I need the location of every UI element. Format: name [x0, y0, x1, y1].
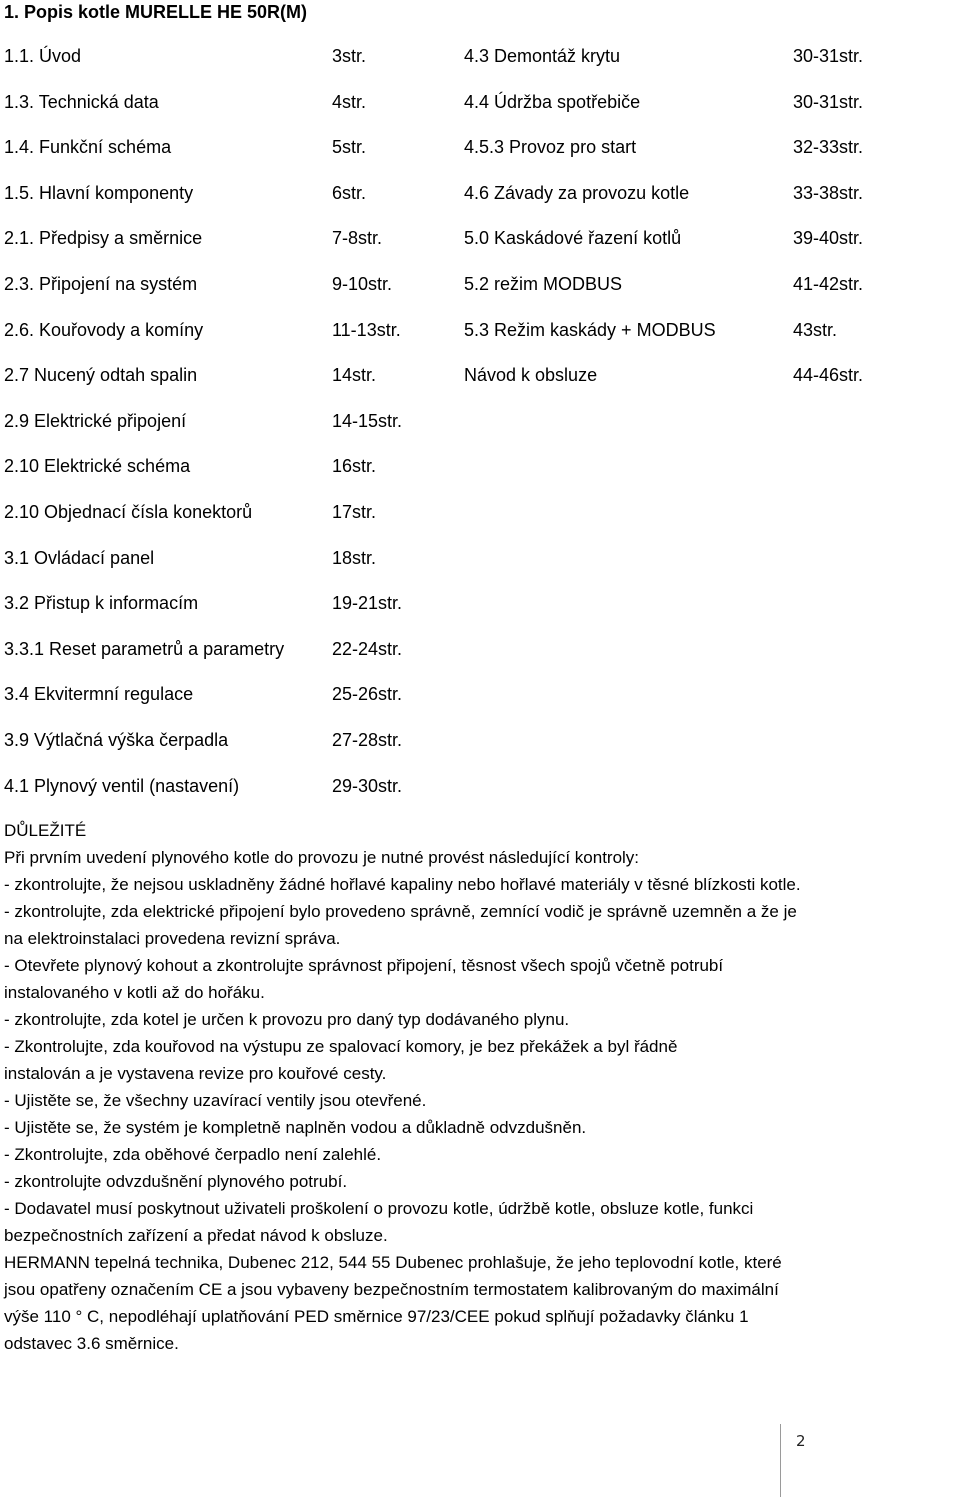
document-title: 1. Popis kotle MURELLE HE 50R(M): [4, 2, 308, 22]
toc-row: [0, 224, 960, 270]
notes-line: bezpečnostních zařízení a předat návod k obsluze.: [4, 1226, 388, 1245]
toc-row: [0, 361, 960, 407]
notes-line: Při prvním uvedení plynového kotle do provozu je nutné provést následující kontroly:: [4, 848, 640, 867]
notes-line: HERMANN tepelná technika, Dubenec 212, 544 55 Dubenec prohlašuje, že jeho teplovodní kotle, které: [4, 1253, 782, 1272]
toc-row: [0, 42, 960, 88]
toc-row: [0, 88, 960, 134]
toc-entry-title: 2.10 Objednací čísla konektorů: [4, 501, 253, 522]
toc-entry-title: 5.3 Režim kaskády + MODBUS: [464, 319, 716, 340]
page-number: 2: [796, 1432, 806, 1450]
toc-entry-title: 4.5.3 Provoz pro start: [464, 137, 637, 158]
toc-entry-page: 16str.: [332, 456, 377, 477]
toc-entry-title: 2.1. Předpisy a směrnice: [4, 228, 203, 249]
table-of-contents: [0, 42, 960, 817]
notes-line: - Zkontrolujte, zda oběhové čerpadlo není zalehlé.: [4, 1145, 382, 1164]
toc-entry-title: 2.9 Elektrické připojení: [4, 410, 187, 431]
notes-line: - Otevřete plynový kohout a zkontrolujte správnost připojení, těsnost všech spojů včetně potrubí: [4, 956, 724, 975]
notes-line: - Zkontrolujte, zda kouřovod na výstupu ze spalovací komory, je bez překážek a byl řádně: [4, 1037, 678, 1056]
toc-entry-page: 29-30str.: [332, 775, 403, 796]
toc-entry-page: 5str.: [332, 137, 367, 158]
toc-entry-title: 2.7 Nucený odtah spalin: [4, 365, 198, 386]
toc-row: [0, 498, 960, 544]
toc-entry-page: 44-46str.: [793, 365, 864, 386]
footer-divider: [780, 1424, 781, 1497]
notes-line: na elektroinstalaci provedena revizní správa.: [4, 929, 341, 948]
toc-entry-page: 4str.: [332, 91, 367, 112]
toc-row: [0, 635, 960, 681]
toc-row: [0, 680, 960, 726]
notes-line: výše 110 ° C, nepodléhají uplatňování PED směrnice 97/23/CEE pokud splňují požadavky článku 1: [4, 1307, 749, 1326]
toc-entry-title: 4.4 Údržba spotřebiče: [464, 91, 641, 112]
toc-entry-title: 3.2 Přistup k informacím: [4, 593, 199, 614]
toc-row: [0, 589, 960, 635]
toc-entry-page: 7-8str.: [332, 228, 383, 249]
notes-line: - Dodavatel musí poskytnout uživateli proškolení o provozu kotle, údržbě kotle, obsluze kotle, funkci: [4, 1199, 754, 1218]
toc-row: [0, 316, 960, 362]
toc-entry-title: 3.1 Ovládací panel: [4, 547, 155, 568]
toc-entry-page: 17str.: [332, 501, 377, 522]
toc-entry-title: 4.6 Závady za provozu kotle: [464, 182, 690, 203]
notes-line: - zkontrolujte, zda elektrické připojení bylo provedeno správně, zemnící vodič je správně uzemněn a že je: [4, 902, 797, 921]
toc-entry-title: 3.9 Výtlačná výška čerpadla: [4, 729, 229, 750]
toc-entry-page: 30-31str.: [793, 91, 864, 112]
notes-line: odstavec 3.6 směrnice.: [4, 1334, 179, 1353]
toc-entry-page: 14str.: [332, 365, 377, 386]
toc-entry-title: 1.3. Technická data: [4, 91, 159, 112]
toc-row: [0, 544, 960, 590]
toc-entry-page: 9-10str.: [332, 273, 393, 294]
toc-entry-title: 2.10 Elektrické schéma: [4, 456, 191, 477]
notes-line: - zkontrolujte, že nejsou uskladněny žádné hořlavé kapaliny nebo hořlavé materiály v těsné blízkosti kotle.: [4, 875, 801, 894]
notes-line: jsou opatřeny označením CE a jsou vybaveny bezpečnostním termostatem kalibrovaným do maximální: [4, 1280, 779, 1299]
toc-entry-title: 2.3. Připojení na systém: [4, 273, 198, 294]
toc-entry-title: 1.4. Funkční schéma: [4, 137, 172, 158]
toc-row: [0, 407, 960, 453]
notes-line: - Ujistěte se, že systém je kompletně naplněn vodou a důkladně odvzdušněn.: [4, 1118, 587, 1137]
toc-entry-title: 4.3 Demontáž krytu: [464, 46, 621, 66]
toc-entry-page: 3str.: [332, 46, 367, 66]
toc-entry-page: 39-40str.: [793, 228, 864, 249]
toc-entry-page: 27-28str.: [332, 729, 403, 750]
page-footer: [780, 1424, 860, 1497]
toc-row: [0, 772, 960, 818]
toc-row: [0, 179, 960, 225]
toc-entry-title: 3.4 Ekvitermní regulace: [4, 684, 194, 705]
toc-entry-page: 18str.: [332, 547, 377, 568]
toc-entry-page: 41-42str.: [793, 273, 864, 294]
toc-entry-title: 1.1. Úvod: [4, 46, 82, 66]
notes-line: - zkontrolujte odvzdušnění plynového potrubí.: [4, 1172, 348, 1191]
notes-line: - zkontrolujte, zda kotel je určen k provozu pro daný typ dodávaného plynu.: [4, 1010, 570, 1029]
toc-entry-title: Návod k obsluze: [464, 365, 598, 386]
notes-line: instalovaného v kotli až do hořáku.: [4, 983, 265, 1002]
toc-entry-title: 4.1 Plynový ventil (nastavení): [4, 775, 240, 796]
toc-entry-title: 3.3.1 Reset parametrů a parametry: [4, 638, 285, 659]
toc-entry-title: 1.5. Hlavní komponenty: [4, 182, 194, 203]
toc-entry-page: 22-24str.: [332, 638, 403, 659]
toc-row: [0, 133, 960, 179]
toc-entry-page: 30-31str.: [793, 46, 864, 66]
toc-entry-page: 11-13str.: [332, 319, 401, 340]
toc-entry-page: 25-26str.: [332, 684, 403, 705]
toc-entry-page: 6str.: [332, 182, 367, 203]
toc-entry-title: 2.6. Kouřovody a komíny: [4, 319, 204, 340]
toc-entry-title: 5.0 Kaskádové řazení kotlů: [464, 228, 682, 249]
toc-row: [0, 452, 960, 498]
toc-entry-page: 33-38str.: [793, 182, 864, 203]
notes-line: instalován a je vystavena revize pro kouřové cesty.: [4, 1064, 387, 1083]
toc-entry-page: 19-21str.: [332, 593, 403, 614]
notes-line: - Ujistěte se, že všechny uzavírací ventily jsou otevřené.: [4, 1091, 427, 1110]
toc-row: [0, 270, 960, 316]
toc-entry-page: 14-15str.: [332, 410, 403, 431]
important-notes: [4, 817, 960, 1357]
toc-entry-page: 32-33str.: [793, 137, 864, 158]
toc-entry-page: 43str.: [793, 319, 838, 340]
toc-row: [0, 726, 960, 772]
toc-entry-title: 5.2 režim MODBUS: [464, 273, 623, 294]
notes-heading: DŮLEŽITÉ: [4, 821, 87, 840]
